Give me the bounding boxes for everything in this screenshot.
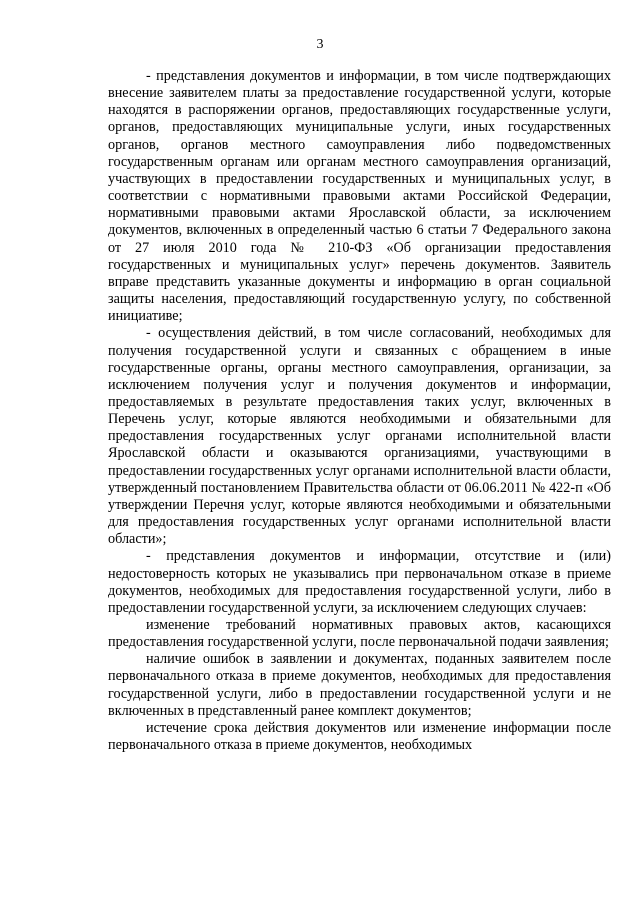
paragraph-exception-requirements-change: изменение требований нормативных правовых актов, касающихся предоставления государственной услуги, после первоначальной подачи заявления; xyxy=(108,617,611,651)
paragraph-exception-errors: наличие ошибок в заявлении и документах, поданных заявителем после первоначального отказа в приеме документов, необходимых для предоставления государственной услуги, либо в предоставлении государственной услуги и не включенных в представленный ранее комплект документов; xyxy=(108,651,611,719)
paragraph-actions-approvals: - осуществления действий, в том числе согласований, необходимых для получения государственной услуги и связанных с обращением в иные государственные органы, органы местного самоуправления, организации, за исключением получения услуг и получения документов и информации, предоставляемых в результате предоставления таких услуг, включенных в Перечень услуг, которые являются необходимыми и обязательными для предоставления государственных услуг органами исполнительной власти Ярославской области и оказываются организациями, участвующими в предоставлении государственных услуг органами исполнительной власти области, утвержденный постановлением Правительства области от 06.06.2011 № 422-п «Об утверждении Перечня услуг, которые являются необходимыми и обязательными для предоставления государственных услуг органами исполнительной власти области»; xyxy=(108,325,611,548)
paragraph-exception-expiry: истечение срока действия документов или изменение информации после первоначального отказа в приеме документов, необходимых xyxy=(108,719,611,754)
paragraph-documents-information: - представления документов и информации, в том числе подтверждающих внесение заявителем платы за предоставление государственной услуги, которые находятся в распоряжении органов, предоставляющих государственные услуги, органов, предоставляющих муниципальные услуги, иных государственных органов, органов местного самоуправления либо подведомственных государственным органам или органам местного самоуправления организаций, участвующих в предоставлении государственных и муниципальных услуг, в соответствии с нормативными правовыми актами Российской Федерации, нормативными правовыми актами Ярославской области, за исключением документов, включенных в определенный частью 6 статьи 7 Федерального закона от 27 июля 2010 года № 210-ФЗ «Об организации предоставления государственных и муниципальных услуг» перечень документов. Заявитель вправе представить указанные документы и информацию в орган социальной защиты населения, предоставляющий государственную услугу, по собственной инициативе; xyxy=(108,68,611,325)
page-number: 3 xyxy=(316,37,324,52)
paragraph-documents-absence: - представления документов и информации, отсутствие и (или) недостоверность которых не указывались при первоначальном отказе в приеме документов, необходимых для предоставления государственной услуги, либо в предоставлении государственной услуги, за исключением следующих случаев: xyxy=(108,548,611,616)
document-body xyxy=(108,68,611,754)
